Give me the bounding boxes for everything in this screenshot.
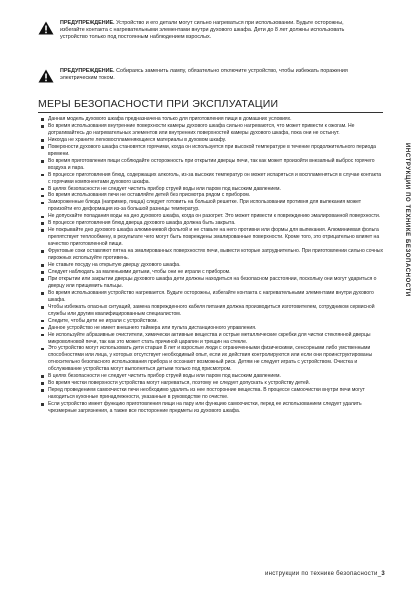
warning-text [60, 68, 368, 83]
list-item: В процессе приготовления блюд, содержащих алкоголь, из-за высоких температур он может испаряться и воспламеняться в случае контакта с горячими компонентами духового шкафа. [38, 172, 384, 186]
warning-icon [38, 69, 54, 83]
list-item: Во время чистки поверхности устройства могут нагреваться, поэтому не следует допускать к устройству детей. [38, 380, 384, 387]
warning-label: ПРЕДУПРЕЖДЕНИЕ. [60, 68, 115, 74]
list-item: Никогда не храните легковоспламеняющиеся материалы в духовом шкафу. [38, 137, 384, 144]
side-tab-label: ИНСТРУКЦИИ ПО ТЕХНИКЕ БЕЗОПАСНОСТИ [404, 143, 410, 297]
list-item: Данная модель духового шкафа предназначена только для приготовления пищи в домашних условиях. [38, 116, 384, 123]
list-item: Следите, чтобы дети не играли с устройством. [38, 318, 384, 325]
page-footer [265, 571, 385, 577]
list-item: Во время использования печи не оставляйте детей без присмотра рядом с прибором. [38, 192, 384, 199]
warning-body: Устройство и его детали могут сильно нагреваться при использовании. Будьте осторожны, избегайте контакта с нагревательными элементами внутри духового шкафа. Дети до 8 лет должны использовать устройство только под постоянным наблюдением взрослых. [60, 20, 345, 41]
list-item: Это устройство могут использовать дети старше 8 лет и взрослые люди с ограниченными физическими, сенсорными либо умственными способностями или лица, у которых отсутствует необходимый опыт, если их действия контролируются или если они проинструктированы относительно безопасного использования прибора и осознают возможный риск. Детям не следует играть с устройством. Очистка и обслуживание устройства могут выполняться детьми только под присмотром. [38, 345, 384, 373]
list-item: Не покрывайте дно духового шкафа алюминиевой фольгой и не ставьте на него противни или формы для выпекания. Алюминиевая фольга препятствует теплообмену, в результате чего могут быть повреждены эмалированные поверхности. Кроме того, это отрицательно влияет на качество приготовленной пищи. [38, 227, 384, 248]
list-item: В целях безопасности не следует чистить прибор струей воды или паром под высоким давлением. [38, 373, 384, 380]
list-item: Во время использования внутренние поверхности камеры духового шкафа сильно нагреваются, что может привести к ожогам. Не дотрагивайтесь до нагревательных элементов или внутренних поверхностей камеры духового шкафа, пока они не остынут. [38, 123, 384, 137]
list-item: Фруктовые соки оставляют пятна на эмалированных поверхностях печи, вывести которые затруднительно. При приготовлении сильно сочных пирожных используйте противень. [38, 248, 384, 262]
section-title: МЕРЫ БЕЗОПАСНОСТИ ПРИ ЭКСПЛУАТАЦИИ [38, 98, 383, 113]
warning-block-2 [38, 68, 368, 83]
safety-list [38, 116, 384, 415]
list-item: В процессе приготовления блюд дверца духового шкафа должна быть закрыта. [38, 220, 384, 227]
list-item: Данное устройство не имеет внешнего таймера или пульта дистанционного управления. [38, 325, 384, 332]
warning-body: Собираясь заменить лампу, обязательно отключите устройство, чтобы избежать поражения электрическим током. [60, 68, 348, 82]
warning-icon [38, 21, 54, 35]
list-item: Поверхности духового шкафа становятся горячими, когда он используется при высокой температуре в течение продолжительного периода времени. [38, 144, 384, 158]
list-item: Чтобы избежать опасных ситуаций, замена поврежденного кабеля питания должна производиться изготовителем, сотрудником сервисной службы или другим квалифицированным специалистом. [38, 304, 384, 318]
list-item: Не используйте абразивные очистители, химически активные вещества и острые металлические скребки для чистки стеклянной дверцы микроволновой печи, так как это может стать причиной царапин и трещин на стекле. [38, 332, 384, 346]
warning-block-1 [38, 20, 368, 42]
list-item: При открытии или закрытии дверцы духового шкафа дети должны находиться на безопасном расстоянии, поскольку они могут удариться о дверцу или прищемить пальцы. [38, 276, 384, 290]
list-item: Замороженные блюда (например, пицца) следует готовить на большой решетке. При использовании противня для выпекания может произойти его деформация из-за большой разницы температур. [38, 199, 384, 213]
list-item: Следует наблюдать за маленькими детьми, чтобы они не играли с прибором. [38, 269, 384, 276]
list-item: Не ставьте посуду на открытую дверцу духового шкафа. [38, 262, 384, 269]
footer-text: инструкции по технике безопасности_ [264, 571, 382, 577]
list-item: Не допускайте попадания воды на дно духового шкафа, когда он разогрет. Это может привести к повреждению эмалированной поверхности. [38, 213, 384, 220]
page-number: 3 [381, 571, 385, 577]
list-item: Если устройство имеет функцию приготовления пищи на пару или функцию самоочистки, перед ее использованием следует удалить чрезмерные загрязнения, а также все посторонние предметы из духового шкафа. [38, 401, 384, 415]
warning-label: ПРЕДУПРЕЖДЕНИЕ. [60, 20, 115, 26]
list-item: Во время приготовления пищи соблюдайте осторожность при открытии дверцы печи, так как может произойти внезапный выброс горячего воздуха и пара. [38, 158, 384, 172]
list-item: Перед проведением самоочистки печи необходимо удалить из нее посторонние вещества. В процессе самоочистки внутри печи могут находиться кухонные принадлежности, указанные в руководстве по очистке. [38, 387, 384, 401]
list-item: В целях безопасности не следует чистить прибор струей воды или паром под высоким давлением. [38, 186, 384, 193]
warning-text [60, 20, 368, 42]
side-section-tab [399, 120, 415, 320]
list-item: Во время использования устройство нагревается. Будьте осторожны, избегайте контакта с нагревательными элементами внутри духового шкафа. [38, 290, 384, 304]
